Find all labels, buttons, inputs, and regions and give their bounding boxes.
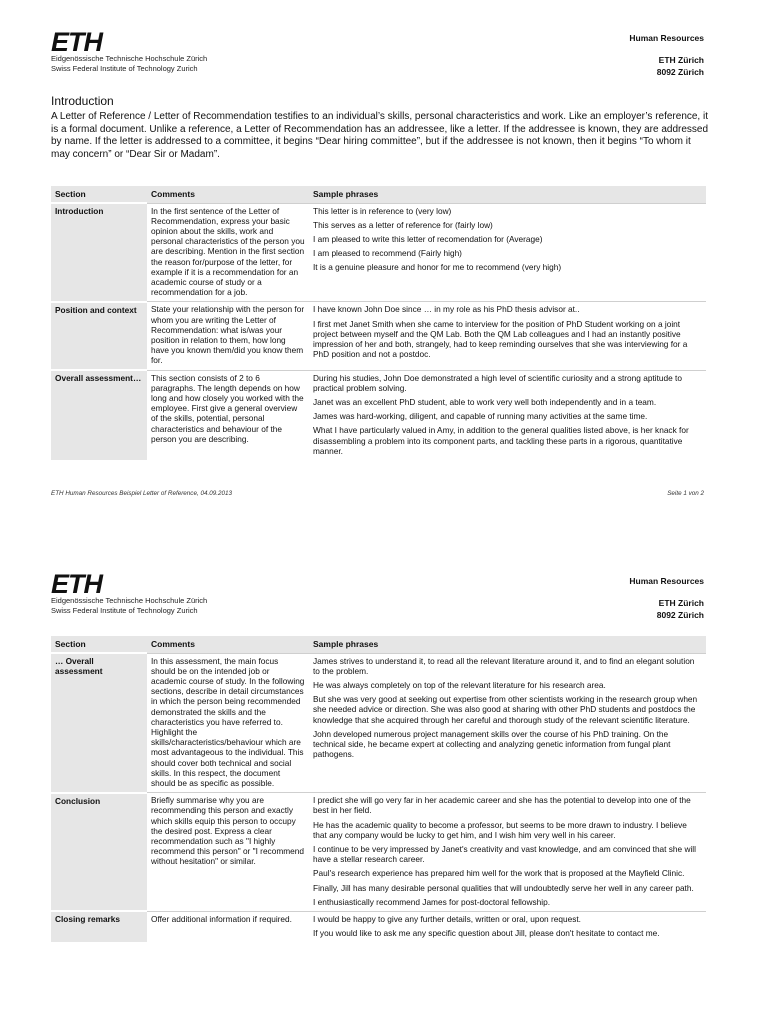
row-phrases xyxy=(309,793,706,912)
sample-phrase: John developed numerous project management skills over the course of his PhD training. On the technical side, he became expert at collecting and analyzing genetic information from fungal plant pathogens. xyxy=(313,728,671,760)
sample-phrase: I have known John Doe since … in my role as his PhD thesis advisor at.. xyxy=(313,304,580,315)
sample-phrase: I first met Janet Smith when she came to interview for the position of PhD Student working on a joint project between myself and the QM Lab. Both the QM Lab colleagues and I had an instantly positive impression of her and both, strangely, had to keep reminding ourselves that she was interviewing for a PhD position and not a postdoc. xyxy=(313,318,688,360)
sample-phrase: It is a genuine pleasure and honor for me to recommend (very high) xyxy=(313,262,562,273)
table-row xyxy=(51,203,706,302)
row-comments: In the first sentence of the Letter of Recommendation, express your basic opinion about the skills, work and personal characteristics of the person you are describing. Mention in the first section the reason for/purpose of the letter, for example if it is a recommendation for an academic course of study or a recommendation for a job. xyxy=(147,203,309,302)
document-page-2 xyxy=(0,556,768,1024)
row-comments: Briefly summarise why you are recommending this person and exactly which skills equip this person to occupy the desired post. Express a clear recommendation such as "I highly recommend this person" or "I recommend without hesitation" or similar. xyxy=(147,793,309,912)
sample-phrase: I continue to be very impressed by Janet's creativity and vast knowledge, and am convinced that she will have a stellar research career. xyxy=(313,843,696,865)
sample-phrase: Paul's research experience has prepared him well for the work that is proposed at the Mayfield Clinic. xyxy=(313,868,685,879)
sample-phrase: He was always completely on top of the relevant literature for his research area. xyxy=(313,679,606,690)
row-phrases xyxy=(309,911,706,942)
table-row xyxy=(51,911,706,942)
department-block xyxy=(629,32,704,78)
row-section: Conclusion xyxy=(51,793,147,912)
logo-line-german: Eidgenössische Technische Hochschule Zürich xyxy=(51,596,208,605)
eth-logo xyxy=(51,27,208,73)
sample-phrase: If you would like to ask me any specific question about Jill, please don't hesitate to contact me. xyxy=(313,928,660,939)
intro-paragraph: A Letter of Reference / Letter of Recommendation testifies to an individual’s skills, personal characteristics and work. Like an employer’s reference, it is a formal document. Unlike a reference, a Letter of Recommendation has an addressee, like a letter. If the addressee is known, they are addressed by name. If the letter is addressed to a committee, it begins “Dear hiring committee”, but if the addressee is not known, then it begins “To whom it may concern” or “Dear Sir or Madam”. xyxy=(51,111,709,160)
sample-phrase: This serves as a letter of reference for (fairly low) xyxy=(313,219,493,230)
row-phrases xyxy=(309,370,706,460)
footer-document-info: ETH Human Resources Beispiel Letter of Reference, 04.09.2013 xyxy=(51,490,232,497)
sample-phrase: But she was very good at seeking out expertise from other scientists working in the research group when she needed advice or direction. She was also good at sharing with other PhD students and postdocs the knowledge that she acquired through her careful and thorough study of the relevant scientific literature. xyxy=(313,694,698,725)
intro-heading: Introduction xyxy=(51,94,114,108)
row-section: Introduction xyxy=(51,203,147,302)
sample-phrase: I would be happy to give any further details, written or oral, upon request. xyxy=(313,913,581,924)
department-name: Human Resources xyxy=(629,33,704,43)
department-city: ETH Zürich xyxy=(658,598,704,608)
logo-mark: ETH xyxy=(51,27,102,57)
reference-table-page-2 xyxy=(51,636,706,942)
row-comments: In this assessment, the main focus should be on the intended job or academic course of study. In the following sections, describe in detail circumstances in which the person being recommended demonstrated the skills and the characteristics you have referred to. Highlight the skills/characteristics/behaviour which are most advantageous to the individual. This should cover both technical and social skills. In this respect, the document should be as specific as possible. xyxy=(147,653,309,793)
header-phrases: Sample phrases xyxy=(309,186,706,203)
sample-phrase: During his studies, John Doe demonstrated a high level of scientific curiosity and a strong aptitude to practical problem solving. xyxy=(313,372,682,393)
sample-phrase: James was hard-working, diligent, and capable of running many activities at the same time. xyxy=(313,411,648,422)
header-comments: Comments xyxy=(147,186,309,203)
sample-phrase: I enthusiastically recommend James for post-doctoral fellowship. xyxy=(313,896,551,907)
footer-page-number: Seite 1 von 2 xyxy=(667,490,704,497)
department-block xyxy=(629,575,704,621)
row-phrases xyxy=(309,302,706,370)
table-row xyxy=(51,302,706,370)
row-phrases xyxy=(309,653,706,793)
sample-phrase: I am pleased to write this letter of recomendation for (Average) xyxy=(313,233,543,244)
department-postcode: 8092 Zürich xyxy=(656,67,704,77)
eth-logo xyxy=(51,569,208,615)
table-row xyxy=(51,653,706,793)
page-gap xyxy=(0,512,768,556)
department-postcode: 8092 Zürich xyxy=(656,610,704,620)
department-name: Human Resources xyxy=(629,576,704,586)
row-comments: Offer additional information if required. xyxy=(147,911,309,942)
table-header-row xyxy=(51,186,706,203)
row-comments: State your relationship with the person for whom you are writing the Letter of Recommendation: what is/was your position in relation to them, how long have you known them/did you know them for. xyxy=(147,302,309,370)
row-section: Position and context xyxy=(51,302,147,370)
logo-mark: ETH xyxy=(51,569,102,599)
sample-phrase: Janet was an excellent PhD student, able to work very well both independently and in a team. xyxy=(313,396,657,407)
row-comments: This section consists of 2 to 6 paragraphs. The length depends on how long and how closely you worked with the employee. First give a general overview of the skills, potential, personal characteristics and behaviour of the person you are describing. xyxy=(147,370,309,460)
header-section: Section xyxy=(51,636,147,653)
header-comments: Comments xyxy=(147,636,309,653)
table-header-row xyxy=(51,636,706,653)
sample-phrase: He has the academic quality to become a professor, but seems to be more drawn to industry. I believe that any company would be lucky to get him, and I wish him very well in his career. xyxy=(313,819,687,840)
table-row xyxy=(51,370,706,460)
sample-phrase: I predict she will go very far in her academic career and she has the potential to develop into one of the best in her field. xyxy=(313,795,691,816)
row-section: … Overall assessment xyxy=(51,653,147,793)
logo-line-english: Swiss Federal Institute of Technology Zurich xyxy=(51,63,198,73)
sample-phrase: James strives to understand it, to read all the relevant literature around it, and to find an elegant solution to the problem. xyxy=(313,655,695,676)
row-section: Overall assessment… xyxy=(51,370,147,460)
sample-phrase: I am pleased to recommend (Fairly high) xyxy=(313,248,462,259)
sample-phrase: What I have particularly valued in Amy, in addition to the general qualities listed above, is her knack for disassembling a problem into its component parts, and tackling these parts in a rigorous, quantitative manner. xyxy=(313,425,689,456)
logo-line-german: Eidgenössische Technische Hochschule Zürich xyxy=(51,54,208,63)
row-section: Closing remarks xyxy=(51,911,147,942)
sample-phrase: This letter is in reference to (very low) xyxy=(313,205,452,216)
row-phrases xyxy=(309,203,706,302)
sample-phrase: Finally, Jill has many desirable personal qualities that will undoubtedly serve her well in any career path. xyxy=(313,882,694,893)
table-row xyxy=(51,793,706,912)
department-city: ETH Zürich xyxy=(658,55,704,65)
header-section: Section xyxy=(51,186,147,203)
logo-line-english: Swiss Federal Institute of Technology Zurich xyxy=(51,605,198,615)
header-phrases: Sample phrases xyxy=(309,636,706,653)
reference-table-page-1 xyxy=(51,186,706,460)
